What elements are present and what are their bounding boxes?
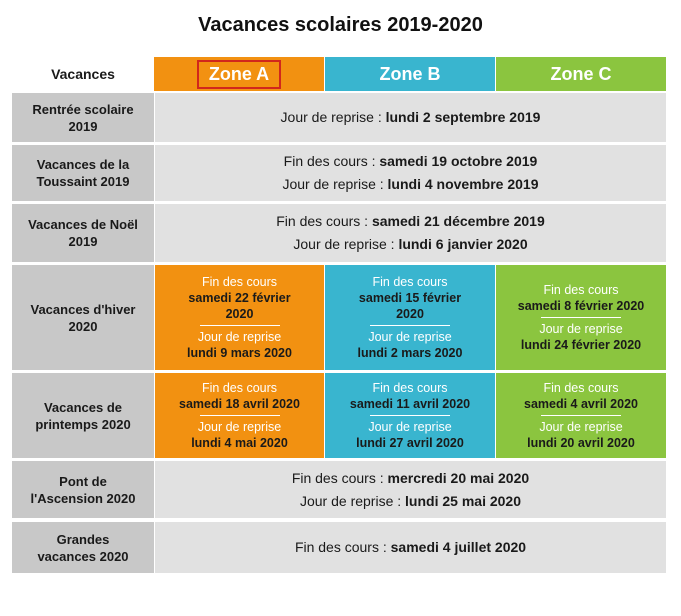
noel-line-1: Fin des cours : samedi 21 décembre 2019 xyxy=(276,213,545,229)
ascension-line-1: Fin des cours : mercredi 20 mai 2020 xyxy=(291,469,530,486)
row-toussaint-dates xyxy=(155,145,666,201)
toussaint-line-2: Jour de reprise : lundi 4 novembre 2019 xyxy=(282,176,539,192)
row-label-grandes: Grandes vacances 2020 xyxy=(12,522,154,573)
row-label-rentree: Rentrée scolaire 2019 xyxy=(12,93,154,142)
hiver-zone-b: Fin des cours samedi 15 février 2020 Jour de reprise lundi 2 mars 2020 xyxy=(325,265,495,370)
row-label-toussaint: Vacances de la Toussaint 2019 xyxy=(12,145,154,201)
row-ascension-dates xyxy=(155,461,666,518)
row-rentree-dates xyxy=(155,93,666,142)
header-zone-b: Zone B xyxy=(325,57,495,91)
hiver-zone-c: Fin des cours samedi 8 février 2020 Jour de reprise lundi 24 février 2020 xyxy=(496,265,666,370)
header-zone-c: Zone C xyxy=(496,57,666,91)
row-grandes-dates xyxy=(155,522,666,573)
divider xyxy=(200,415,280,416)
grandes-line-1: Fin des cours : samedi 4 juillet 2020 xyxy=(294,539,527,555)
printemps-zone-c: Fin des cours samedi 4 avril 2020 Jour de reprise lundi 20 avril 2020 xyxy=(496,373,666,458)
ascension-line-2: Jour de reprise : lundi 25 mai 2020 xyxy=(299,492,521,509)
page-title: Vacances scolaires 2019-2020 xyxy=(198,14,483,36)
printemps-zone-a: Fin des cours samedi 18 avril 2020 Jour de reprise lundi 4 mai 2020 xyxy=(155,373,324,458)
header-vacances: Vacances xyxy=(51,66,115,82)
row-label-printemps: Vacances de printemps 2020 xyxy=(12,373,154,458)
header-zone-a xyxy=(154,57,324,91)
row-label-ascension: Pont de l'Ascension 2020 xyxy=(12,461,154,518)
divider xyxy=(200,325,280,326)
row-label-noel: Vacances de Noël 2019 xyxy=(12,204,154,262)
hiver-zone-a: Fin des cours samedi 22 février 2020 Jour de reprise lundi 9 mars 2020 xyxy=(155,265,324,370)
divider xyxy=(370,325,450,326)
zone-a-label: Zone A xyxy=(197,60,281,89)
divider xyxy=(541,317,621,318)
divider xyxy=(370,415,450,416)
row-noel-dates xyxy=(155,204,666,262)
rentree-line-1: Jour de reprise : lundi 2 septembre 2019 xyxy=(280,109,541,125)
noel-line-2: Jour de reprise : lundi 6 janvier 2020 xyxy=(293,236,528,252)
row-label-hiver: Vacances d'hiver 2020 xyxy=(12,265,154,370)
printemps-zone-b: Fin des cours samedi 11 avril 2020 Jour de reprise lundi 27 avril 2020 xyxy=(325,373,495,458)
toussaint-line-1: Fin des cours : samedi 19 octobre 2019 xyxy=(283,153,538,169)
divider xyxy=(541,415,621,416)
